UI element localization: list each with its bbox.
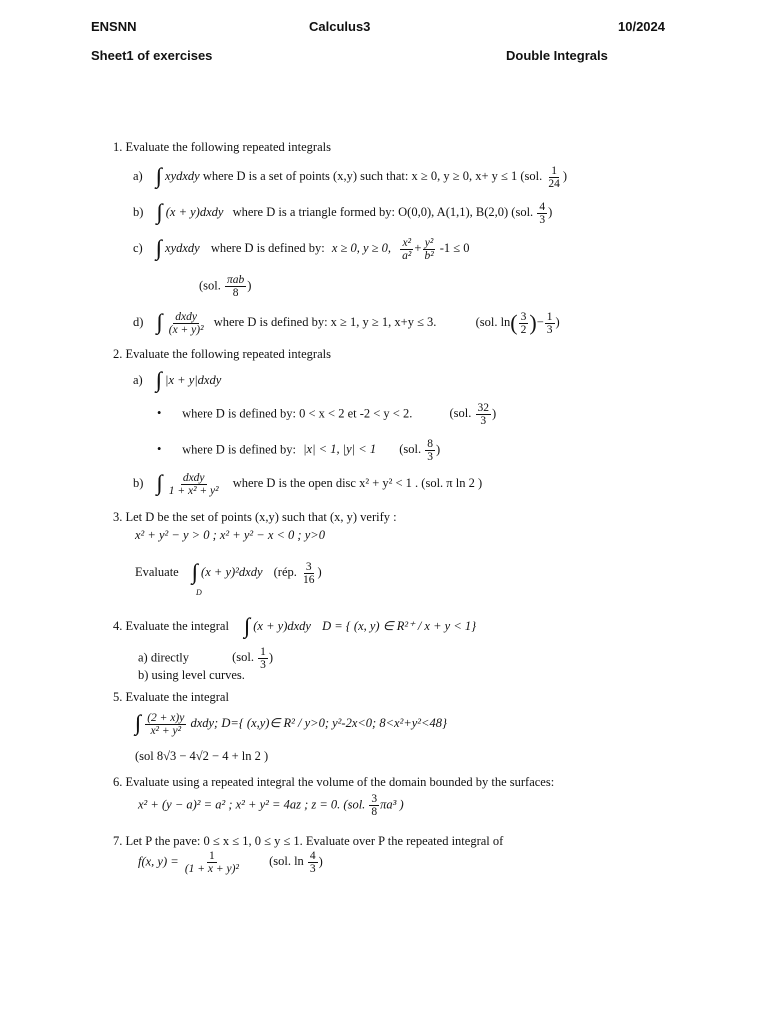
- ex1-b-integrand: (x + y)dxdy: [165, 205, 224, 219]
- ex1-c: c) ∫∫ xydxdy where D is defined by: x ≥ 0, y ≥ 0, $\frac{\text{x²}}{\text{a²}}$ + $\frac{\text{y²}}{\text{b²}}$ -1 ≤ 0: [133, 235, 470, 262]
- ex3-d-label: D: [196, 588, 202, 597]
- ex1-b-text: where D is a triangle formed by: O(0,0), A(1,1), B(2,0) (sol.: [232, 205, 534, 219]
- ex1-b: b) ∫∫ (x + y)dxdy where D is a triangle formed by: O(0,0), A(1,1), B(2,0) (sol. $\frac{4}{3}$ ): [133, 199, 553, 226]
- ex1-c-label: c): [133, 241, 143, 255]
- ex1-d-label: d): [133, 315, 144, 329]
- ex2-a: a) ∫∫ |x + y|dxdy: [133, 367, 222, 392]
- ex5-expr: ∫∫ $\frac{(2 + x)y}{\text{x² + y²}}$ dxdy; D={ (x,y)∈ R² / y>0; y²-2x<0; 8<x²+y²<48}: [135, 710, 447, 737]
- ex5-sol: (sol 8√3 − 4√2 − 4 + ln 2 ): [135, 749, 269, 763]
- ex1-c-integrand: xydxdy: [165, 241, 200, 255]
- ex3-cond: x² + y² − y > 0 ; x² + y² − x < 0 ; y>0: [135, 528, 325, 542]
- ex6-eq: x² + (y − a)² = a² ; x² + y² = 4az ; z = 0. (sol. $\frac{3}{8}$ πa³ ): [138, 793, 404, 819]
- ex4-title: 4. Evaluate the integral ∫∫ (x + y)dxdy D = { (x, y) ∈ R²⁺ / x + y < 1}: [113, 613, 477, 638]
- ex1-a-sol: $\frac{1}{24}$: [548, 164, 560, 190]
- ex3-title: 3. Let D be the set of points (x,y) such that (x, y) verify :: [113, 510, 397, 524]
- ex1-a-label: a): [133, 169, 143, 183]
- header-sheet: Sheet1 of exercises: [91, 48, 213, 63]
- ex1-b-sol: $\frac{4}{3}$: [539, 200, 546, 226]
- ex1-c-tail: -1 ≤ 0: [439, 241, 470, 255]
- ex2-b-integrand: $\frac{\text{dxdy}}{\text{1 + x² + y²}}$: [168, 471, 219, 497]
- ex2-b: b) ∫∫ $\frac{\text{dxdy}}{\text{1 + x² + y²}}$ where D is the open disc x² + y² < 1 . (sol. π ln 2 ): [133, 470, 483, 497]
- ex1-c-frac1: $\frac{\text{x²}}{\text{a²}}$: [402, 236, 412, 262]
- ex5-title: 5. Evaluate the integral: [113, 690, 229, 704]
- ex1-c-sol: (sol. $\frac{\text{πab}}{8}$ ): [199, 274, 252, 300]
- ex1-d-integrand: $\frac{\text{dxdy}}{\text{(x + y)²}}$: [168, 310, 204, 336]
- ex2-title: 2. Evaluate the following repeated integrals: [113, 347, 331, 361]
- bullet-icon: •: [157, 406, 162, 421]
- header-course: Calculus3: [309, 19, 371, 34]
- ex1-c-frac2: $\frac{\text{y²}}{\text{b²}}$: [424, 236, 434, 262]
- ex7-f: f(x, y) = $\frac{1}{\text{(1 + x + y)²}}$ (sol. ln $\frac{4}{3}$ ): [138, 850, 323, 876]
- ex1-b-label: b): [133, 205, 144, 219]
- ex1-a: a) ∫∫ xydxdy where D is a set of points (x,y) such that: x ≥ 0, y ≥ 0, x+ y ≤ 1 (sol. $\frac{1}{24}$ ): [133, 163, 568, 190]
- ex3-eval: Evaluate ∫∫ (x + y)²dxdy (rép. $\frac{3}{16}$ ): [135, 559, 322, 586]
- header-topic: Double Integrals: [506, 48, 608, 63]
- ex1-d: [133, 306, 560, 336]
- ex1-title: 1. Evaluate the following repeated integrals: [113, 140, 331, 154]
- ex2-a-case1: • where D is defined by: 0 < x < 2 et -2 < y < 2. (sol. $\frac{32}{3}$ ): [157, 402, 497, 428]
- bullet-icon: •: [157, 442, 162, 457]
- header-school: ENSNN: [91, 19, 137, 34]
- ex7-title: 7. Let P the pave: 0 ≤ x ≤ 1, 0 ≤ y ≤ 1. Evaluate over P the repeated integral of: [113, 834, 504, 848]
- ex1-c-cond: x ≥ 0, y ≥ 0,: [331, 241, 392, 255]
- ex1-a-integrand: xydxdy: [165, 169, 200, 183]
- ex1-d-text: where D is defined by: x ≥ 1, y ≥ 1, x+y ≤ 3.: [213, 315, 437, 329]
- ex1-d-sol: (sol. ln( $\frac{3}{2}$ )− $\frac{1}{3}$ ): [475, 310, 560, 336]
- ex2-a-case2: • where D is defined by: |x| < 1, |y| < 1 (sol. $\frac{8}{3}$ ): [157, 438, 441, 464]
- ex1-c-text: where D is defined by:: [210, 241, 325, 255]
- ex2-a-integrand: |x + y|dxdy: [165, 373, 222, 387]
- ex1-a-text: where D is a set of points (x,y) such that: x ≥ 0, y ≥ 0, x+ y ≤ 1 (sol.: [202, 169, 543, 183]
- ex4-a: a) directly (sol. $\frac{1}{3}$ ): [138, 646, 274, 672]
- ex4-b: b) using level curves.: [138, 668, 245, 682]
- header-date: 10/2024: [618, 19, 665, 34]
- ex6-title: 6. Evaluate using a repeated integral the volume of the domain bounded by the surfaces:: [113, 775, 555, 789]
